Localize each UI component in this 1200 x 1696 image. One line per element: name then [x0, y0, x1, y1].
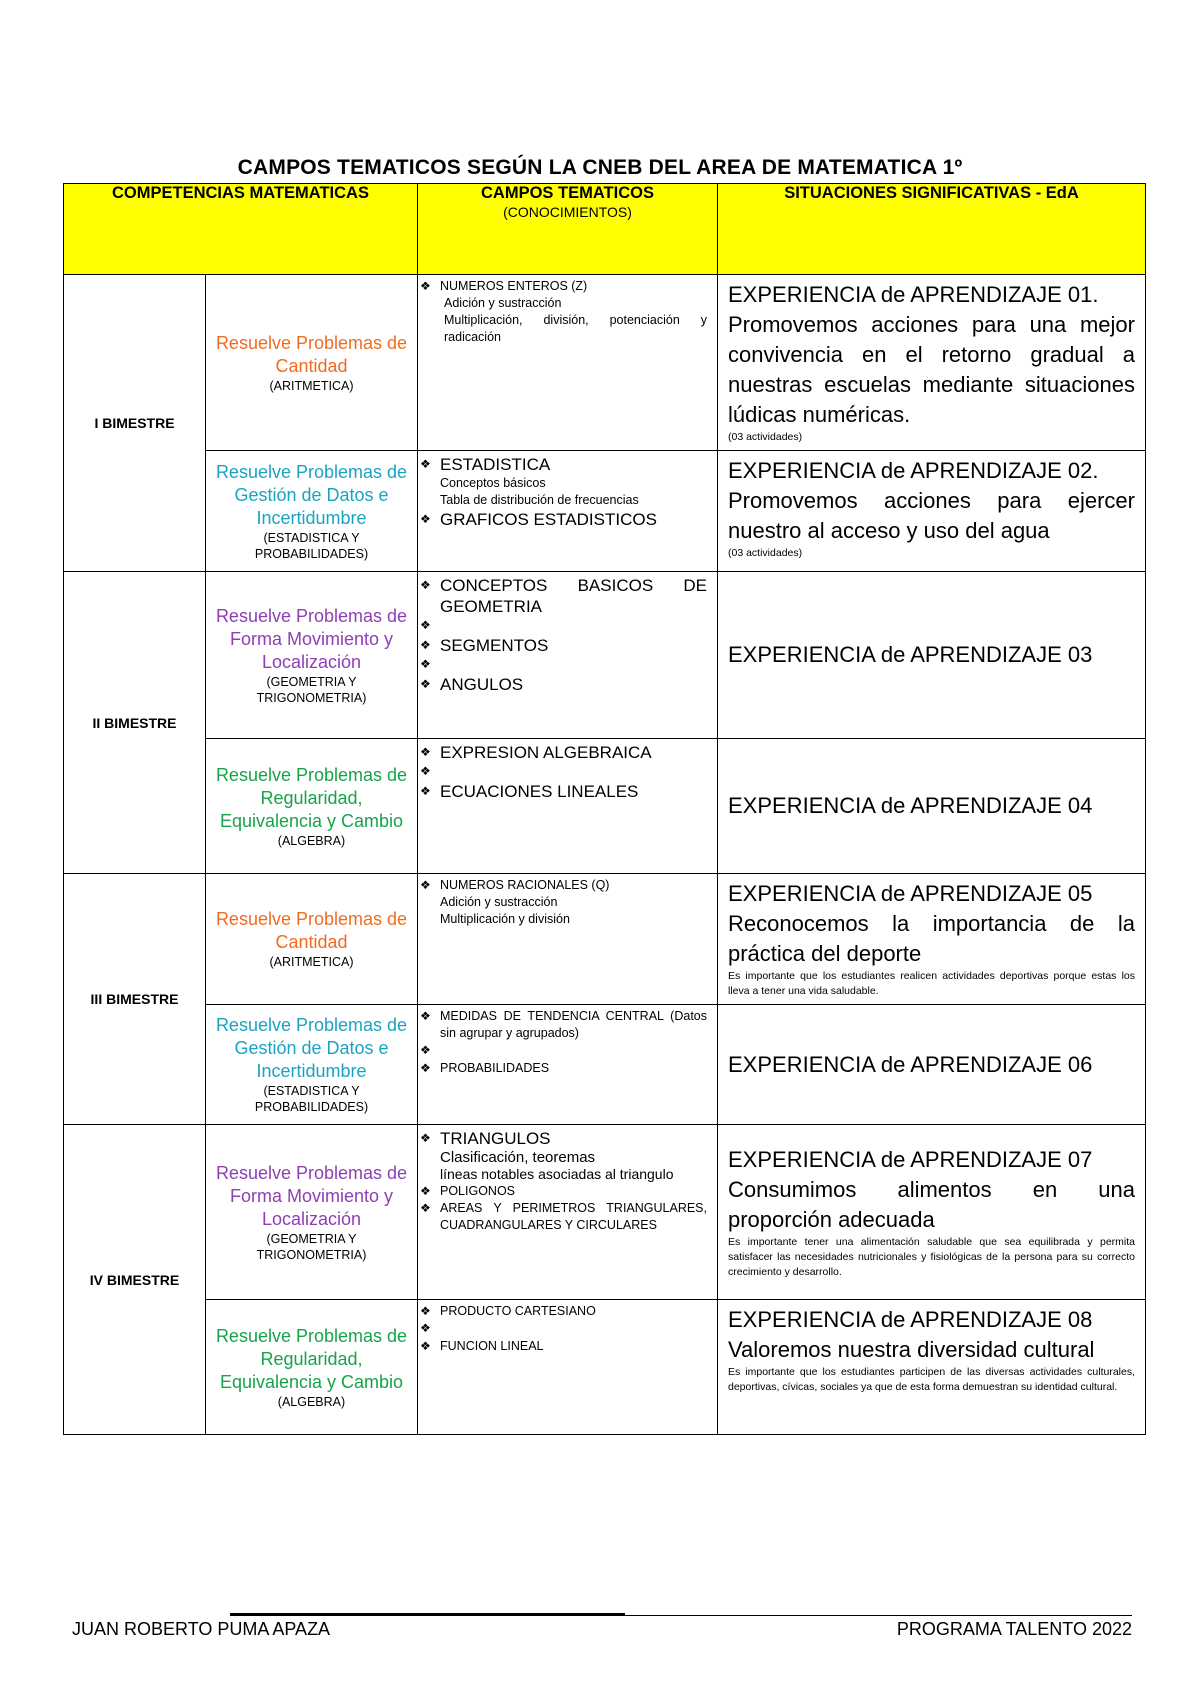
campos-cell [418, 275, 718, 451]
campo-item: ❖ ANGULOS [440, 674, 707, 695]
eda-note: (03 actividades) [728, 547, 803, 559]
campo-item: ❖ SEGMENTOS [440, 635, 707, 656]
header-competencias: COMPETENCIAS MATEMATICAS [64, 184, 418, 275]
footer-author: JUAN ROBERTO PUMA APAZA [72, 1619, 331, 1639]
eda-note: (03 actividades) [728, 431, 803, 443]
table-row [64, 874, 1146, 1005]
campo-detail: Conceptos básicos [440, 476, 546, 490]
campo-item: ❖ NUMEROS ENTEROS (Z) [440, 278, 707, 295]
competencia-cell [206, 739, 418, 874]
eda-title: EXPERIENCIA de APRENDIZAJE 07 [728, 1146, 1093, 1172]
campo-detail: Multiplicación, división, potenciación y radicación [444, 313, 707, 344]
competencia-area: (ESTADISTICA Y PROBABILIDADES) [254, 1084, 369, 1114]
competencia-name: Resuelve Problemas de Cantidad [215, 332, 408, 376]
table-row [64, 1125, 1146, 1300]
campo-item: ❖ PRODUCTO CARTESIANO [440, 1303, 707, 1320]
header-campos-label: CAMPOS TEMATICOS [481, 184, 654, 202]
competencia-cell [206, 451, 418, 572]
campos-cell [418, 874, 718, 1005]
campo-item: ❖ CONCEPTOS BASICOS DE GEOMETRIA [440, 575, 707, 617]
campos-cell [418, 1005, 718, 1125]
header-campos [418, 184, 718, 275]
eda-cell [718, 572, 1146, 739]
campo-item: ❖ MEDIDAS DE TENDENCIA CENTRAL (Datos sin agrupar y agrupados) [440, 1008, 707, 1042]
footer-program: PROGRAMA TALENTO 2022 [896, 1619, 1132, 1639]
campo-item: ❖ POLIGONOS [440, 1183, 707, 1200]
bimestre-label: I BIMESTRE [64, 275, 206, 572]
page-title: CAMPOS TEMATICOS SEGÚN LA CNEB DEL AREA DE MATEMATICA 1º [237, 156, 963, 179]
eda-title: EXPERIENCIA de APRENDIZAJE 05 [728, 881, 1093, 906]
table-row [64, 739, 1146, 874]
campo-detail: Adición y sustracción [444, 296, 562, 310]
campos-cell [418, 1125, 718, 1300]
campos-cell [418, 739, 718, 874]
header-campos-sub: (CONOCIMIENTOS) [503, 204, 632, 220]
competencia-area: (GEOMETRIA Y TRIGONOMETRIA) [256, 674, 367, 705]
campo-item: ❖ AREAS Y PERIMETROS TRIANGULARES, CUADRANGULARES Y CIRCULARES [440, 1200, 707, 1234]
footer-rule [230, 1613, 625, 1616]
table-row [64, 572, 1146, 739]
competencia-area: (ALGEBRA) [277, 833, 346, 848]
eda-text: Promovemos acciones para ejercer nuestro al acceso y uso del agua [728, 488, 1135, 543]
eda-title: EXPERIENCIA de APRENDIZAJE 01. [728, 282, 1099, 307]
eda-text: Promovemos acciones para una mejor convivencia en el retorno gradual a nuestras escuelas mediante situaciones lúdicas numéricas. [728, 312, 1135, 427]
competencia-area: (GEOMETRIA Y TRIGONOMETRIA) [256, 1231, 367, 1262]
competencia-name: Resuelve Problemas de Gestión de Datos e Incertidumbre [215, 1015, 408, 1081]
competencia-name: Resuelve Problemas de Gestión de Datos e Incertidumbre [215, 461, 408, 528]
bimestre-label: IV BIMESTRE [64, 1125, 206, 1435]
campo-item: ❖ PROBABILIDADES [440, 1060, 707, 1077]
table-row [64, 275, 1146, 451]
competencia-cell [206, 572, 418, 739]
eda-cell [718, 1125, 1146, 1300]
eda-text: Consumimos alimentos en una proporción adecuada [728, 1176, 1135, 1232]
campo-detail: Tabla de distribución de frecuencias [440, 493, 639, 507]
campo-detail: Multiplicación y división [440, 912, 570, 926]
eda-title: EXPERIENCIA de APRENDIZAJE 04 [728, 793, 1093, 818]
competencia-cell [206, 874, 418, 1005]
campo-item: ❖ FUNCION LINEAL [440, 1338, 707, 1355]
campo-item: ❖ ECUACIONES LINEALES [440, 781, 707, 802]
competencia-cell [206, 275, 418, 451]
competencia-cell [206, 1300, 418, 1435]
eda-text: Valoremos nuestra diversidad cultural [728, 1337, 1095, 1362]
campo-item: ❖ EXPRESION ALGEBRAICA [440, 742, 707, 763]
competencia-area: (ESTADISTICA Y PROBABILIDADES) [254, 530, 369, 561]
footer-rule-thin [625, 1615, 1132, 1616]
campos-table [63, 183, 1146, 1435]
competencia-name: Resuelve Problemas de Forma Movimiento y Localización [215, 605, 408, 672]
eda-cell [718, 451, 1146, 572]
eda-title: EXPERIENCIA de APRENDIZAJE 02. [728, 458, 1099, 483]
competencia-name: Resuelve Problemas de Regularidad, Equivalencia y Cambio [215, 764, 408, 831]
table-row [64, 1005, 1146, 1125]
bimestre-label: III BIMESTRE [64, 874, 206, 1125]
competencia-area: (ARITMETICA) [269, 378, 354, 393]
competencia-area: (ARITMETICA) [269, 955, 354, 969]
eda-note: Es importante que los estudiantes participen de las diversas actividades culturales, deportivas, cívicas, sociales ya que de esta forma demuestran su identidad cultural. [728, 1366, 1135, 1393]
competencia-cell [206, 1125, 418, 1300]
campos-cell [418, 572, 718, 739]
campos-cell [418, 451, 718, 572]
eda-cell [718, 1300, 1146, 1435]
competencia-area: (ALGEBRA) [277, 1394, 346, 1409]
competencia-name: Resuelve Problemas de Cantidad [215, 909, 408, 952]
eda-title: EXPERIENCIA de APRENDIZAJE 08 [728, 1307, 1093, 1332]
campo-item: ❖ ESTADISTICA [440, 454, 707, 475]
eda-text: Reconocemos la importancia de la práctica del deporte [728, 911, 1135, 966]
eda-note: Es importante que los estudiantes realicen actividades deportivas porque estas los lleva a tener una vida saludable. [728, 970, 1135, 997]
campo-item: ❖ GRAFICOS ESTADISTICOS [440, 509, 707, 530]
header-situaciones: SITUACIONES SIGNIFICATIVAS - EdA [718, 184, 1146, 275]
eda-cell [718, 1005, 1146, 1125]
eda-cell [718, 739, 1146, 874]
campo-detail: Clasificación, teoremas [440, 1149, 596, 1166]
competencia-name: Resuelve Problemas de Regularidad, Equivalencia y Cambio [215, 1325, 408, 1392]
table-header-row [64, 184, 1146, 275]
table-row [64, 1300, 1146, 1435]
campo-item: ❖ NUMEROS RACIONALES (Q) [440, 877, 707, 894]
eda-cell [718, 874, 1146, 1005]
campos-cell [418, 1300, 718, 1435]
campo-detail: Adición y sustracción [440, 895, 558, 909]
campo-detail: líneas notables asociadas al triangulo [440, 1166, 674, 1182]
eda-cell [718, 275, 1146, 451]
eda-note: Es importante tener una alimentación saludable que sea equilibrada y permita satisfacer las necesidades nutricionales y fisiológicas de la persona para su correcto crecimiento y desarrollo. [728, 1235, 1135, 1278]
competencia-name: Resuelve Problemas de Forma Movimiento y Localización [215, 1162, 408, 1229]
competencia-cell [206, 1005, 418, 1125]
campo-item: ❖ TRIANGULOS [440, 1128, 707, 1149]
eda-title: EXPERIENCIA de APRENDIZAJE 06 [728, 1051, 1093, 1077]
eda-title: EXPERIENCIA de APRENDIZAJE 03 [728, 642, 1093, 667]
bimestre-label: II BIMESTRE [64, 572, 206, 874]
table-row [64, 451, 1146, 572]
